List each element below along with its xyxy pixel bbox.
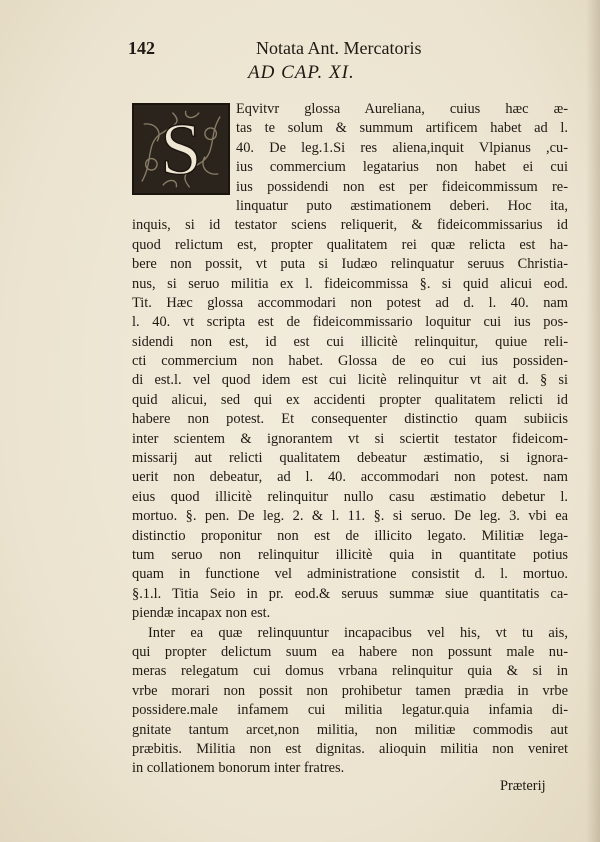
catchword: Præterij [500, 778, 546, 794]
body-text [132, 100, 568, 779]
text-line: Tit. Hæc glossa accommodari non potest ad d. l. 40. nam [132, 294, 568, 311]
page-header [128, 36, 568, 60]
text-line: piendæ incapax non est. [132, 605, 271, 622]
text-line: possidere.male infamem cui militia legatur.quia infamia di- [132, 702, 568, 719]
text-line: gnitate tantum arcet,non militia, non militiæ commodis aut [132, 721, 568, 738]
text-line: mortuo. §. pen. De leg. 2. & l. 11. §. si seruo. De leg. 3. vbi ea [132, 508, 568, 525]
text-line: tas te solum & summum artificem habet ad l. [236, 120, 568, 137]
text-line: quid alicui, sed qui ex accidenti propter qualitatem relicti id [132, 391, 568, 408]
text-line: ius possidendi non est per fideicommissum re- [236, 178, 568, 195]
text-line: §.1.l. Titia Seio in pr. eod.& seruus summæ siue quantitatis ca- [132, 585, 568, 602]
text-line: Inter ea quæ relinquuntur incapacibus vel his, vt tu ais, [148, 624, 568, 641]
text-line: l. 40. vt scripta est de fideicommissario loquitur cui ius pos- [132, 314, 568, 331]
text-line: nus, si seruo militia ex l. fideicommissa §. si quid alicui eod. [132, 275, 568, 292]
text-line: bere non possit, vt puta si Iudæo relinquatur seruus Christia- [132, 256, 568, 273]
text-line: inter scientem & ignorantem vt si sciertit testator fideicom- [132, 430, 568, 447]
page-number: 142 [128, 38, 155, 58]
text-line: inquis, si id testator sciens reliquerit, & fideicommissarius id [132, 217, 568, 234]
text-line: cti commercium non habet. Glossa de eo cui ius possiden- [132, 353, 568, 370]
text-line: di est.l. vel quod idem est cui licitè relinquitur vt ait d. § si [132, 372, 568, 389]
text-line: ius commercium legatarius non habet ei cui [236, 159, 568, 176]
text-line: quam in functione vel administratione consistit d. l. mortuo. [132, 566, 568, 583]
running-title: Notata Ant. Mercatoris [256, 38, 422, 58]
text-line: habere non potest. Et consequenter distinctio quam subiicis [132, 411, 568, 428]
text-line: 40. De leg.1.Si res aliena,inquit Vlpianus ,cu- [236, 139, 568, 156]
text-line: qui propter delictum suum ea habere non possunt male nu- [132, 643, 568, 660]
text-line: vrbe morari non possit non prohibetur tamen prædia in vrbe [132, 682, 568, 699]
text-line: Eqvitvr glossa Aureliana, cuius hæc æ- [236, 101, 568, 117]
text-line: tum seruo non relinquitur illicitè quia in quantitate potius [132, 546, 568, 563]
text-line: linquatur puto æstimationem deberi. Hoc ita, [236, 197, 568, 214]
text-line: missarij aut relicti qualitatem debeatur æstimatio, si ignora- [132, 450, 568, 467]
chapter-heading: AD CAP. XI. [248, 62, 355, 83]
text-line: sidendi non est, id est cui illicitè relinquitur, quiue reli- [132, 333, 568, 350]
page-edge-shadow [586, 0, 600, 842]
text-line: distinctio proponitur non est de illicito legato. Militiæ lega- [132, 527, 568, 544]
text-line: uerit non debeatur, ad l. 40. accommodari non potest. nam [132, 469, 568, 486]
text-line: in collationem bonorum inter fratres. [132, 760, 345, 777]
text-line: præbitis. Militia non est dignitas. alioquin militia non veniret [132, 740, 568, 757]
text-line: quod relictum est, propter qualitatem rei quæ relicta est ha- [132, 236, 568, 253]
drop-cap-letter: S [160, 108, 202, 191]
text-line: meras relegatum cui domus vrbana relinquitur quia & si in [132, 663, 568, 680]
text-line: eius quod illicitè relinquitur nullo casu æstimatio debetur l. [132, 488, 568, 505]
